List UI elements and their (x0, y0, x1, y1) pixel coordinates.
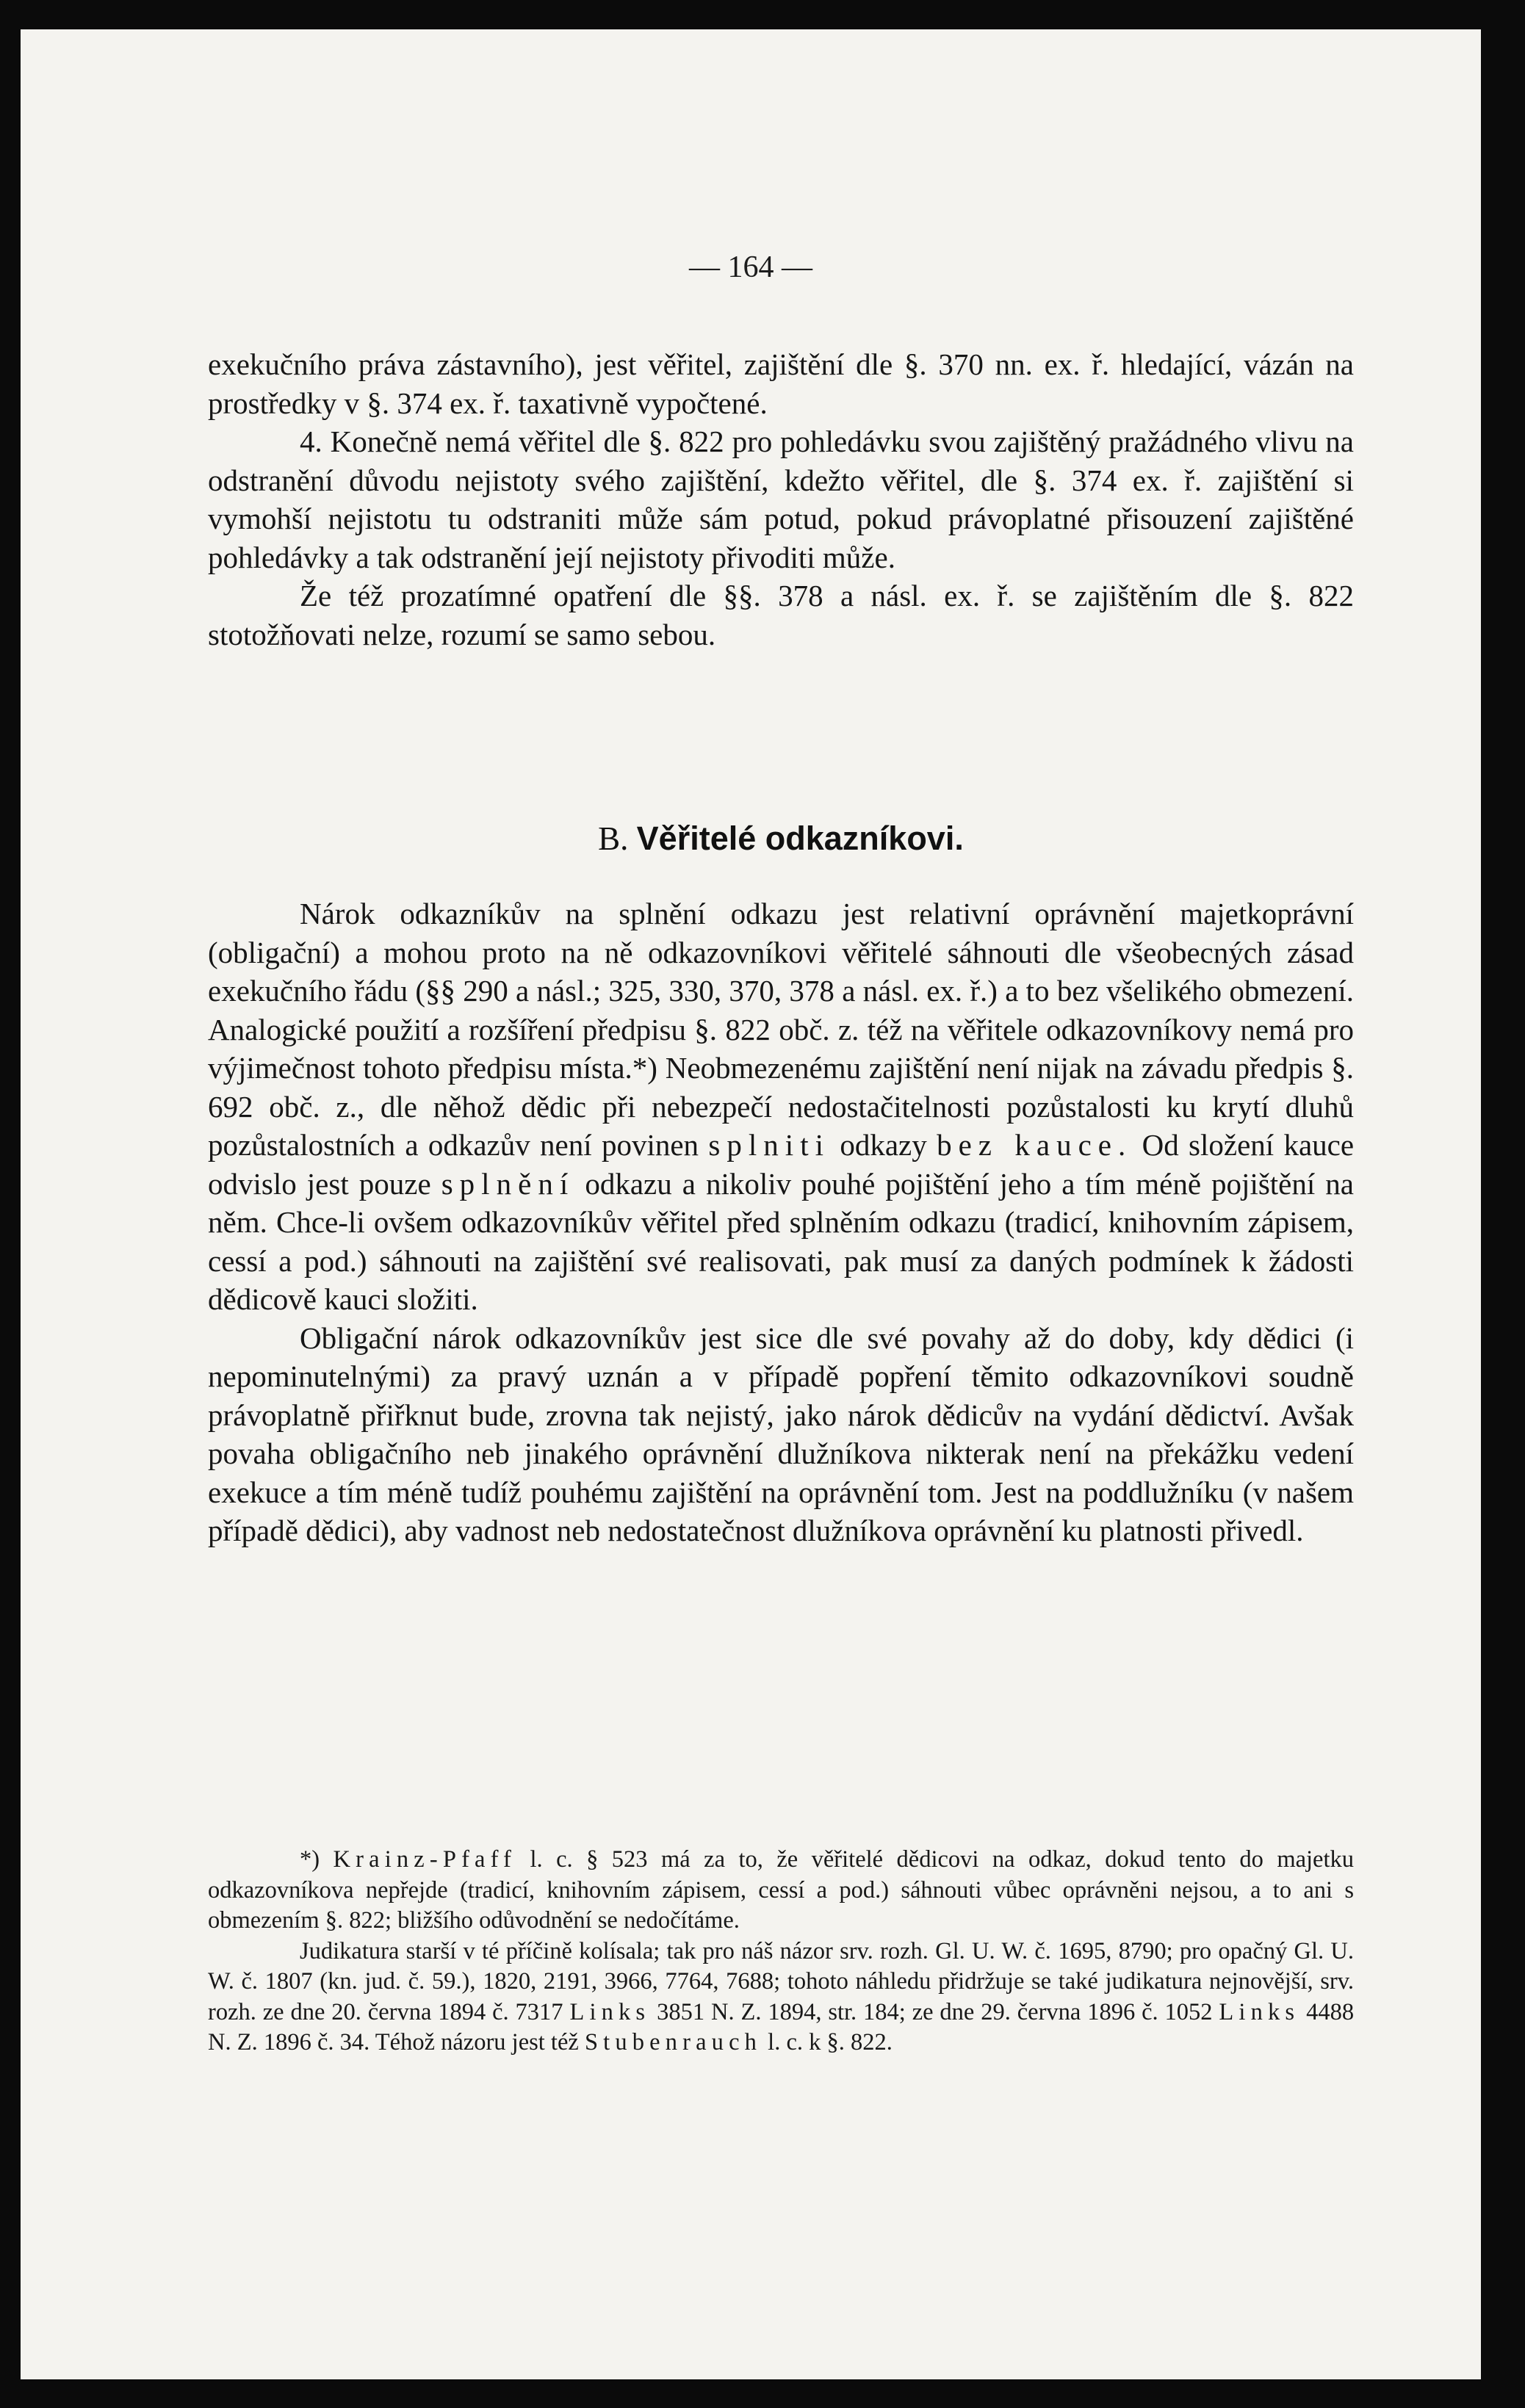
emphasis-splneni: splnění (441, 1166, 575, 1201)
footnote-author: Krainz-Pfaff (333, 1846, 516, 1873)
footnote-2-part-2: 3851 N. Z. 1894, str. 184; ze dne 29. června 1896 č. 1052 (657, 1998, 1213, 2025)
footnote-1-text: l. c. § 523 má za to, že věřitelé dědicovi na odkaz, dokud tento do majetku odkazovníkova nepřejde (tradicí, knihovním zápisem, cessí a pod.) sáhnouti vůbec oprávněni nejsou, a to ani s obmezením §. 822; bližšího odůvodnění se nedočítáme. (208, 1846, 1355, 1934)
paragraph-4-part-4: odkazu a nikoliv pouhé pojištění jeho a tím méně pojištění na něm. Chce-li ovšem odkazovníkův věřitel před splněním odkazu (tradicí, knihovním zápisem, cessí a pod.) sáhnouti na zajištění své realisovati, pak musí za daných podmínek k žádosti dědicově kauci složiti. (208, 1166, 1355, 1316)
cited-name-links-2: Links (1219, 1998, 1300, 2025)
emphasis-splniti: splniti (708, 1128, 831, 1162)
paragraph-4-part-2: odkazy (840, 1128, 927, 1162)
footnote-1 (208, 1845, 1354, 1937)
paragraph-5: Obligační nárok odkazovníkův jest sice dle své povahy až do doby, kdy dědici (i nepominutelnými) za pravý uznán a v případě popření těmito odkazovníkovi soudně právoplatně přiřknut bude, zrovna tak nejistý, jako nárok dědicův na vydání dědictví. Avšak povaha obligačního neb jinakého oprávnění dlužníkova nikterak není na překážku vedení exekuce a tím méně tudíž pouhému zajištění na oprávnění tom. Jest na poddlužníku (v našem případě dědici), aby vadnost neb nedostatečnost dlužníkova oprávnění ku platnosti přivedl. (208, 1320, 1354, 1547)
section-b-letter: B. (598, 820, 629, 857)
footnote-2-part-4: l. c. k §. 822. (768, 2029, 893, 2056)
document-page (21, 29, 1481, 2379)
paragraph-4 (208, 894, 1354, 1319)
footnote-2-part-3: 4488 N. Z. 1896 č. 34. Téhož názoru jest též (208, 1998, 1355, 2056)
paragraph-3: Že též prozatímné opatření dle §§. 378 a násl. ex. ř. se zajištěním dle §. 822 stotožňovati nelze, rozumí se samo sebou. (208, 579, 1354, 651)
cited-name-stubenrauch: Stubenrauch (584, 2029, 762, 2056)
paragraph-4-part-1: Nárok odkazníkův na splnění odkazu jest relativní oprávnění majetkoprávní (obligační) a mohou proto na ně odkazovníkovi věřitelé sáhnouti dle všeobecných zásad exekučního řádu (§§ 290 a násl.; 325, 330, 370, 378 a násl. ex. ř.) a to bez všelikého obmezení. Analogické použití a rozšíření předpisu §. 822 obč. z. též na věřitele odkazovníkovy nemá pro výjimečnost tohoto předpisu místa.*) Neobmezenému zajištění není nijak na závadu předpis §. 692 obč. z., dle něhož dědic při nebezpečí nedostačitelnosti pozůstalosti ku krytí dluhů pozůstalostních a odkazův není povinen (208, 897, 1354, 1162)
footnotes (208, 1845, 1354, 2058)
section-b-text (208, 894, 1354, 1550)
footnote-2-part-1: Judikatura starší v té příčině kolísala; tak pro náš názor srv. rozh. Gl. U. W. č. 1695, 8790; pro opačný Gl. U. W. č. 1807 (kn. jud. č. 59.), 1820, 2191, 3966, 7764, 7688; tohoto náhledu přidržuje se také judikatura nejnovější, srv. rozh. ze dne 20. června 1894 č. 7317 (208, 1937, 1354, 2025)
paragraph-4-part-3: Od složení kauce odvislo jest pouze (208, 1128, 1355, 1201)
cited-name-links-1: Links (569, 1998, 651, 2025)
paragraph-2: 4. Konečně nemá věřitel dle §. 822 pro pohledávku svou zajištěný pražádného vlivu na odstranění důvodu nejistoty svého zajištění, kdežto věřitel, dle §. 374 ex. ř. zajištění si vymohší nejistotu tu odstraniti může sám potud, pokud právoplatné přisouzení zajištěné pohledávky a tak odstranění její nejistoty přivoditi může. (208, 424, 1354, 574)
paragraph-1: exekučního práva zástavního), jest věřitel, zajištění dle §. 370 nn. ex. ř. hledající, vázán na prostředky v §. 374 ex. ř. taxativně vypočtené. (208, 347, 1354, 420)
footnote-2 (208, 1937, 1354, 2058)
emphasis-bez-kauce: bez kauce. (937, 1128, 1133, 1162)
section-a-text (208, 345, 1354, 654)
footnote-mark: *) (300, 1846, 320, 1873)
page-number: — 164 — (689, 250, 812, 284)
section-b-title: Věřitelé odkazníkovi. (636, 820, 964, 857)
section-b-heading (208, 820, 1354, 858)
